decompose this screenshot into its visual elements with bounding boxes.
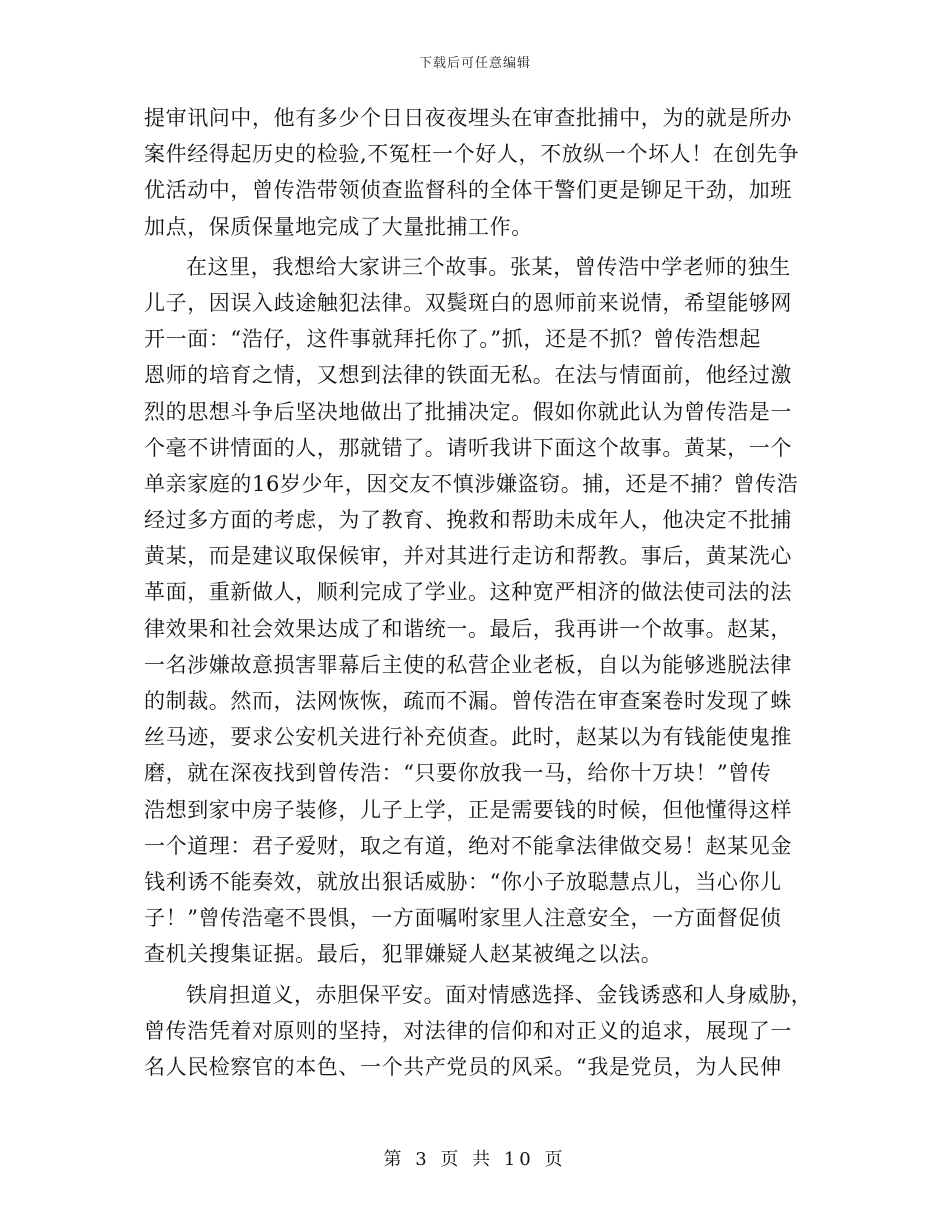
text-line: 查机关搜集证据。最后，犯罪嫌疑人赵某被绳之以法。 xyxy=(144,942,663,967)
text-line: 黄某，而是建议取保候审，并对其进行走访和帮教。事后，黄某洗心 xyxy=(144,544,792,569)
text-line: 丝马迹，要求公安机关进行补充侦查。此时，赵某以为有钱能使鬼推 xyxy=(144,725,792,750)
text-line: 恩师的培育之情，又想到法律的铁面无私。在法与情面前，他经过激 xyxy=(144,363,792,388)
text-line: 提审讯问中，他有多少个日日夜夜埋头在审查批捕中，为的就是所办 xyxy=(144,106,792,130)
text-line: 优活动中，曾传浩带领侦查监督科的全体干警们更是铆足干劲，加班 xyxy=(144,178,792,203)
paragraph-2 xyxy=(144,249,814,973)
text-line: 曾传浩凭着对原则的坚持，对法律的信仰和对正义的追求，展现了一 xyxy=(144,1018,792,1043)
text-line: 名人民检察官的本色、一个共产党员的风采。“我是党员，为人民伸 xyxy=(144,1054,782,1079)
document-body xyxy=(144,100,814,1085)
text-line: 律效果和社会效果达成了和谐统一。最后，我再讲一个故事。赵某， xyxy=(144,616,792,641)
text-line: 浩想到家中房子装修，儿子上学，正是需要钱的时候，但他懂得这样 xyxy=(144,797,792,822)
text-line: 儿子，因误入歧途触犯法律。双鬓斑白的恩师前来说情，希望能够网 xyxy=(144,290,792,315)
text-line: 单亲家庭的16岁少年，因交友不慎涉嫌盗窃。捕，还是不捕？曾传浩 xyxy=(144,471,799,496)
text-line: 的制裁。然而，法网恢恢，疏而不漏。曾传浩在审查案卷时发现了蛛 xyxy=(144,689,792,713)
text-line: 加点，保质保量地完成了大量批捕工作。 xyxy=(144,214,533,239)
text-line: 案件经得起历史的检验,不冤枉一个好人，不放纵一个坏人！在创先争 xyxy=(144,142,800,167)
text-line: 开一面：“浩仔，这件事就拜托你了。”抓，还是不抓？曾传浩想起 xyxy=(144,327,761,352)
text-line: 个毫不讲情面的人，那就错了。请听我讲下面这个故事。黄某，一个 xyxy=(144,435,792,460)
text-line: 钱利诱不能奏效，就放出狠话威胁：“你小子放聪慧点儿，当心你儿 xyxy=(144,869,782,894)
text-line: 铁肩担道义，赤胆保平安。面对情感选择、金钱诱惑和人身威胁， xyxy=(186,982,813,1007)
text-line: 烈的思想斗争后坚决地做出了批捕决定。假如你就此认为曾传浩是一 xyxy=(144,399,792,424)
text-line: 子！”曾传浩毫不畏惧，一方面嘱咐家里人注意安全，一方面督促侦 xyxy=(144,906,782,931)
text-line: 一名涉嫌故意损害罪幕后主使的私营企业老板，自以为能够逃脱法律 xyxy=(144,652,792,677)
text-line: 一个道理：君子爱财，取之有道，绝对不能拿法律做交易！赵某见金 xyxy=(144,833,792,858)
page-header: 下载后可任意编辑 xyxy=(418,56,531,71)
paragraph-1 xyxy=(144,100,814,245)
text-line: 革面，重新做人，顺利完成了学业。这种宽严相济的做法使司法的法 xyxy=(144,580,792,605)
text-line: 在这里，我想给大家讲三个故事。张某，曾传浩中学老师的独生 xyxy=(186,254,791,279)
text-line: 经过多方面的考虑，为了教育、挽救和帮助未成年人，他决定不批捕 xyxy=(144,508,792,533)
page-number-footer: 第 3 页 共 10 页 xyxy=(383,1149,567,1170)
paragraph-3 xyxy=(144,977,814,1086)
text-line: 磨，就在深夜找到曾传浩：“只要你放我一马，给你十万块！”曾传 xyxy=(144,761,772,786)
